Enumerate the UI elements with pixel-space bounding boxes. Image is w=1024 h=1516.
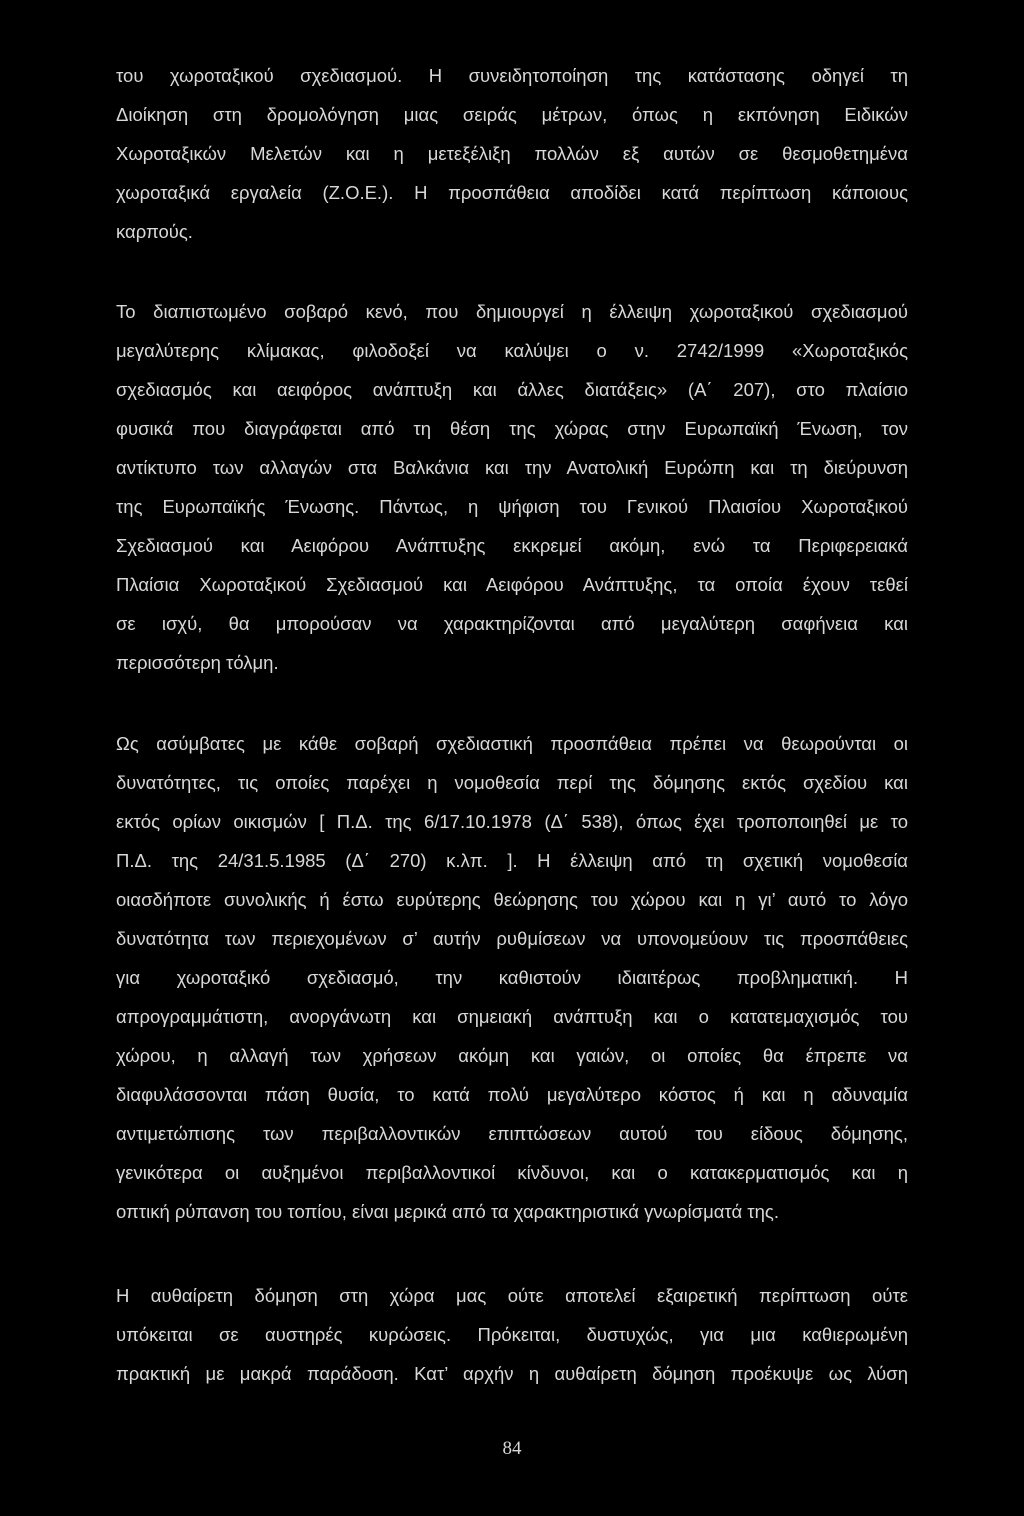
text-line: αντιμετώπισης των περιβαλλοντικών επιπτώσεων αυτού του είδους δόμησης, (116, 1123, 908, 1144)
text-line: οπτική ρύπανση του τοπίου, είναι μερικά από τα χαρακτηριστικά γνωρίσματά της. (116, 1201, 779, 1222)
text-line: φυσικά που διαγράφεται από τη θέση της χώρας στην Ευρωπαϊκή Ένωση, τον (116, 418, 908, 439)
text-line: εκτός ορίων οικισμών [ Π.Δ. της 6/17.10.1978 (Δ΄ 538), όπως έχει τροποποιηθεί με το (116, 811, 908, 832)
paragraph-4 (116, 1276, 908, 1393)
text-line: περισσότερη τόλμη. (116, 652, 279, 673)
text-line: Διοίκηση στη δρομολόγηση μιας σειράς μέτρων, όπως η εκπόνηση Ειδικών (116, 104, 908, 125)
text-line: χωροταξικά εργαλεία (Ζ.Ο.Ε.). Η προσπάθεια αποδίδει κατά περίπτωση κάποιους (116, 182, 908, 203)
text-line: καρπούς. (116, 221, 193, 242)
text-line: αντίκτυπο των αλλαγών στα Βαλκάνια και την Ανατολική Ευρώπη και τη διεύρυνση (116, 457, 908, 478)
text-line: δυνατότητες, τις οποίες παρέχει η νομοθεσία περί της δόμησης εκτός σχεδίου και (116, 772, 908, 793)
text-line: Το διαπιστωμένο σοβαρό κενό, που δημιουργεί η έλλειψη χωροταξικού σχεδιασμού (116, 301, 908, 322)
text-line: υπόκειται σε αυστηρές κυρώσεις. Πρόκειται, δυστυχώς, για μια καθιερωμένη (116, 1324, 908, 1345)
text-line: Σχεδιασμού και Αειφόρου Ανάπτυξης εκκρεμεί ακόμη, ενώ τα Περιφερειακά (116, 535, 908, 556)
text-line: πρακτική με μακρά παράδοση. Κατ’ αρχήν η αυθαίρετη δόμηση προέκυψε ως λύση (116, 1363, 908, 1384)
text-line: Ως ασύμβατες με κάθε σοβαρή σχεδιαστική προσπάθεια πρέπει να θεωρούνται οι (116, 733, 908, 754)
text-line: Η αυθαίρετη δόμηση στη χώρα μας ούτε αποτελεί εξαιρετική περίπτωση ούτε (116, 1285, 908, 1306)
text-line: δυνατότητα των περιεχομένων σ’ αυτήν ρυθμίσεων να υπονομεύουν τις προσπάθειες (116, 928, 908, 949)
text-line: Π.Δ. της 24/31.5.1985 (Δ΄ 270) κ.λπ. ]. Η έλλειψη από τη σχετική νομοθεσία (116, 850, 908, 871)
text-line: σχεδιασμός και αειφόρος ανάπτυξη και άλλες διατάξεις» (Α΄ 207), στο πλαίσιο (116, 379, 908, 400)
text-line: γενικότερα οι αυξημένοι περιβαλλοντικοί κίνδυνοι, και ο κατακερματισμός και η (116, 1162, 908, 1183)
page-number: 84 (502, 1438, 522, 1459)
text-line: διαφυλάσσονται πάση θυσία, το κατά πολύ μεγαλύτερο κόστος ή και η αδυναμία (116, 1084, 908, 1105)
text-line: του χωροταξικού σχεδιασμού. Η συνειδητοποίηση της κατάστασης οδηγεί τη (116, 65, 908, 86)
text-line: Πλαίσια Χωροταξικού Σχεδιασμού και Αειφόρου Ανάπτυξης, τα οποία έχουν τεθεί (116, 574, 908, 595)
text-line: μεγαλύτερης κλίμακας, φιλοδοξεί να καλύψει ο ν. 2742/1999 «Χωροταξικός (116, 340, 908, 361)
text-line: της Ευρωπαϊκής Ένωσης. Πάντως, η ψήφιση του Γενικού Πλαισίου Χωροταξικού (116, 496, 908, 517)
paragraph-3 (116, 724, 908, 1231)
paragraph-2 (116, 292, 908, 682)
text-line: για χωροταξικό σχεδιασμό, την καθιστούν ιδιαιτέρως προβληματική. Η (116, 967, 908, 988)
text-line: σε ισχύ, θα μπορούσαν να χαρακτηρίζονται από μεγαλύτερη σαφήνεια και (116, 613, 908, 634)
paragraph-1 (116, 56, 908, 251)
text-line: απρογραμμάτιστη, ανοργάνωτη και σημειακή ανάπτυξη και ο κατατεμαχισμός του (116, 1006, 908, 1027)
text-line: Χωροταξικών Μελετών και η μετεξέλιξη πολλών εξ αυτών σε θεσμοθετημένα (116, 143, 908, 164)
text-line: χώρου, η αλλαγή των χρήσεων ακόμη και γαιών, οι οποίες θα έπρεπε να (116, 1045, 908, 1066)
text-line: οιασδήποτε συνολικής ή έστω ευρύτερης θεώρησης του χώρου και η γι’ αυτό το λόγο (116, 889, 908, 910)
